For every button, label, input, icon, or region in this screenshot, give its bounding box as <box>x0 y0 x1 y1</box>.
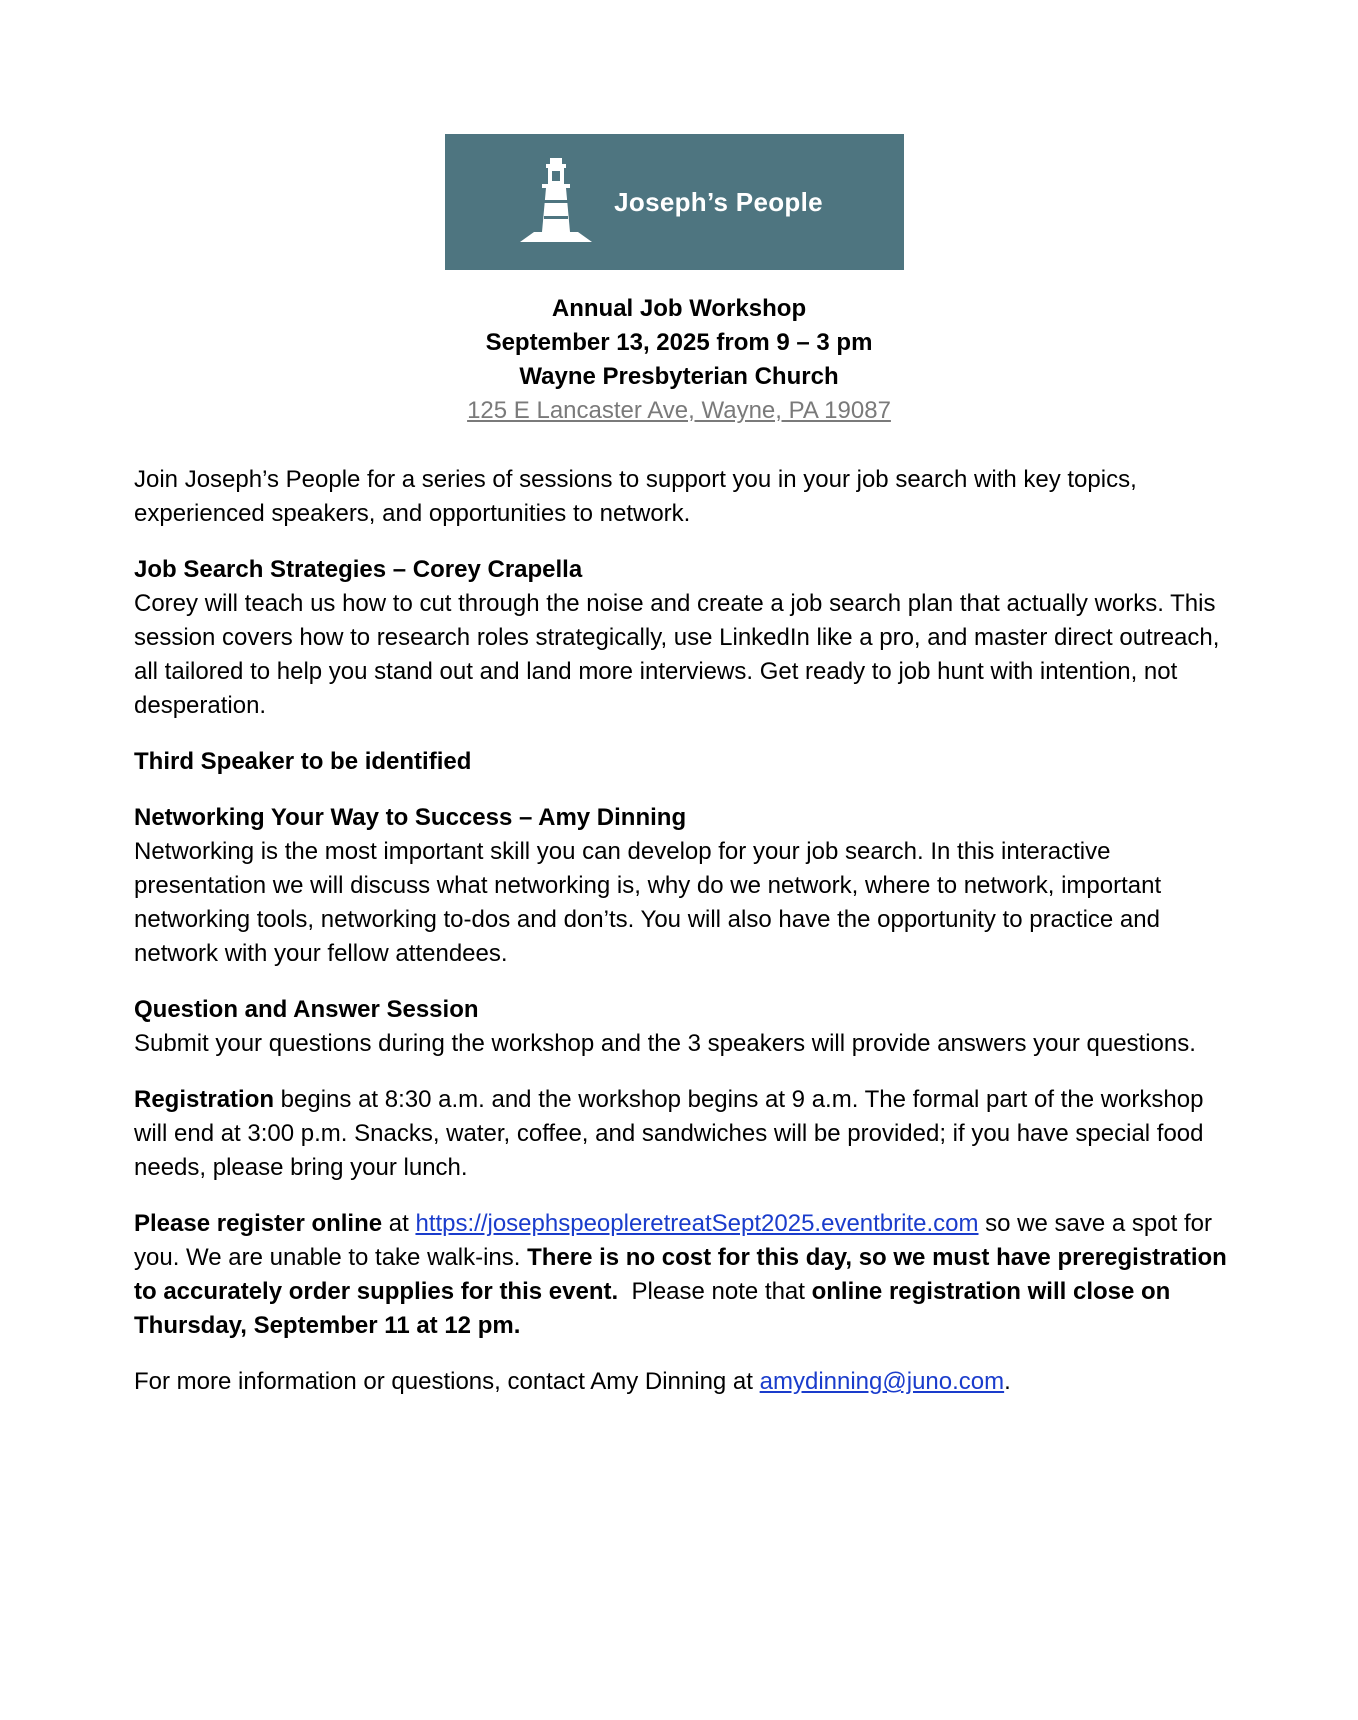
registration-text: begins at 8:30 a.m. and the workshop begins at 9 a.m. The formal part of the workshop will end at 3:00 p.m. Snacks, water, coffee, and sandwiches will be provided; if you have special food needs, please bring your lunch. <box>134 1086 1204 1181</box>
contact-text: For more information or questions, contact Amy Dinning at <box>134 1368 760 1395</box>
registration-label: Registration <box>134 1086 275 1113</box>
intro-paragraph: Join Joseph’s People for a series of sessions to support you in your job search with key topics, experienced speakers, and opportunities to network. <box>134 466 1137 527</box>
contact-email-link[interactable]: amydinning@juno.com <box>759 1368 1005 1395</box>
session-description: Submit your questions during the workshop and the 3 speakers will provide answers your questions. <box>134 1030 1196 1057</box>
eventbrite-link[interactable]: https://josephspeopleretreatSept2025.eventbrite.com <box>415 1210 979 1237</box>
session-title: Third Speaker to be identified <box>134 748 472 775</box>
organization-logo <box>445 134 904 270</box>
register-at-text: at <box>382 1210 416 1237</box>
contact-paragraph <box>134 1365 1234 1399</box>
event-date: September 13, 2025 from 9 – 3 pm <box>485 329 873 356</box>
no-cost-text: There is no cost for this day, so we must have preregistration to accurately order supplies for this event. <box>134 1244 1227 1305</box>
lighthouse-icon <box>516 156 596 249</box>
registration-paragraph <box>134 1083 1234 1185</box>
event-header <box>0 292 1358 428</box>
document-body <box>134 463 1234 1421</box>
registration-close-text: online registration will close on Thursday, September 11 at 12 pm. <box>134 1278 1171 1339</box>
event-venue: Wayne Presbyterian Church <box>519 363 839 390</box>
session-title: Networking Your Way to Success – Amy Dinning <box>134 804 687 831</box>
register-online-label: Please register online <box>134 1210 383 1237</box>
session-title: Question and Answer Session <box>134 996 479 1023</box>
session-networking <box>134 801 1234 971</box>
logo-text: Joseph’s People <box>614 186 823 217</box>
contact-end: . <box>1004 1368 1011 1395</box>
session-description: Networking is the most important skill you can develop for your job search. In this interactive presentation we will discuss what networking is, why do we network, where to network, important networking tools, networking to-dos and don’ts. You will also have the opportunity to practice and network with your fellow attendees. <box>134 838 1162 967</box>
session-third-speaker <box>134 745 1234 779</box>
walk-ins-text: so we save a spot for you. We are unable to take walk-ins. <box>134 1210 1212 1271</box>
session-qa <box>134 993 1234 1061</box>
please-note-text: Please note that <box>618 1278 812 1305</box>
session-description: Corey will teach us how to cut through the noise and create a job search plan that actually works. This session covers how to research roles strategically, use LinkedIn like a pro, and master direct outreach, all tailored to help you stand out and land more interviews. Get ready to job hunt with intention, not desperation. <box>134 590 1220 719</box>
event-title: Annual Job Workshop <box>551 295 807 322</box>
session-job-search <box>134 553 1234 723</box>
session-title: Job Search Strategies – Corey Crapella <box>134 556 583 583</box>
event-address-link[interactable]: 125 E Lancaster Ave, Wayne, PA 19087 <box>467 397 891 424</box>
register-online-paragraph <box>134 1207 1234 1343</box>
